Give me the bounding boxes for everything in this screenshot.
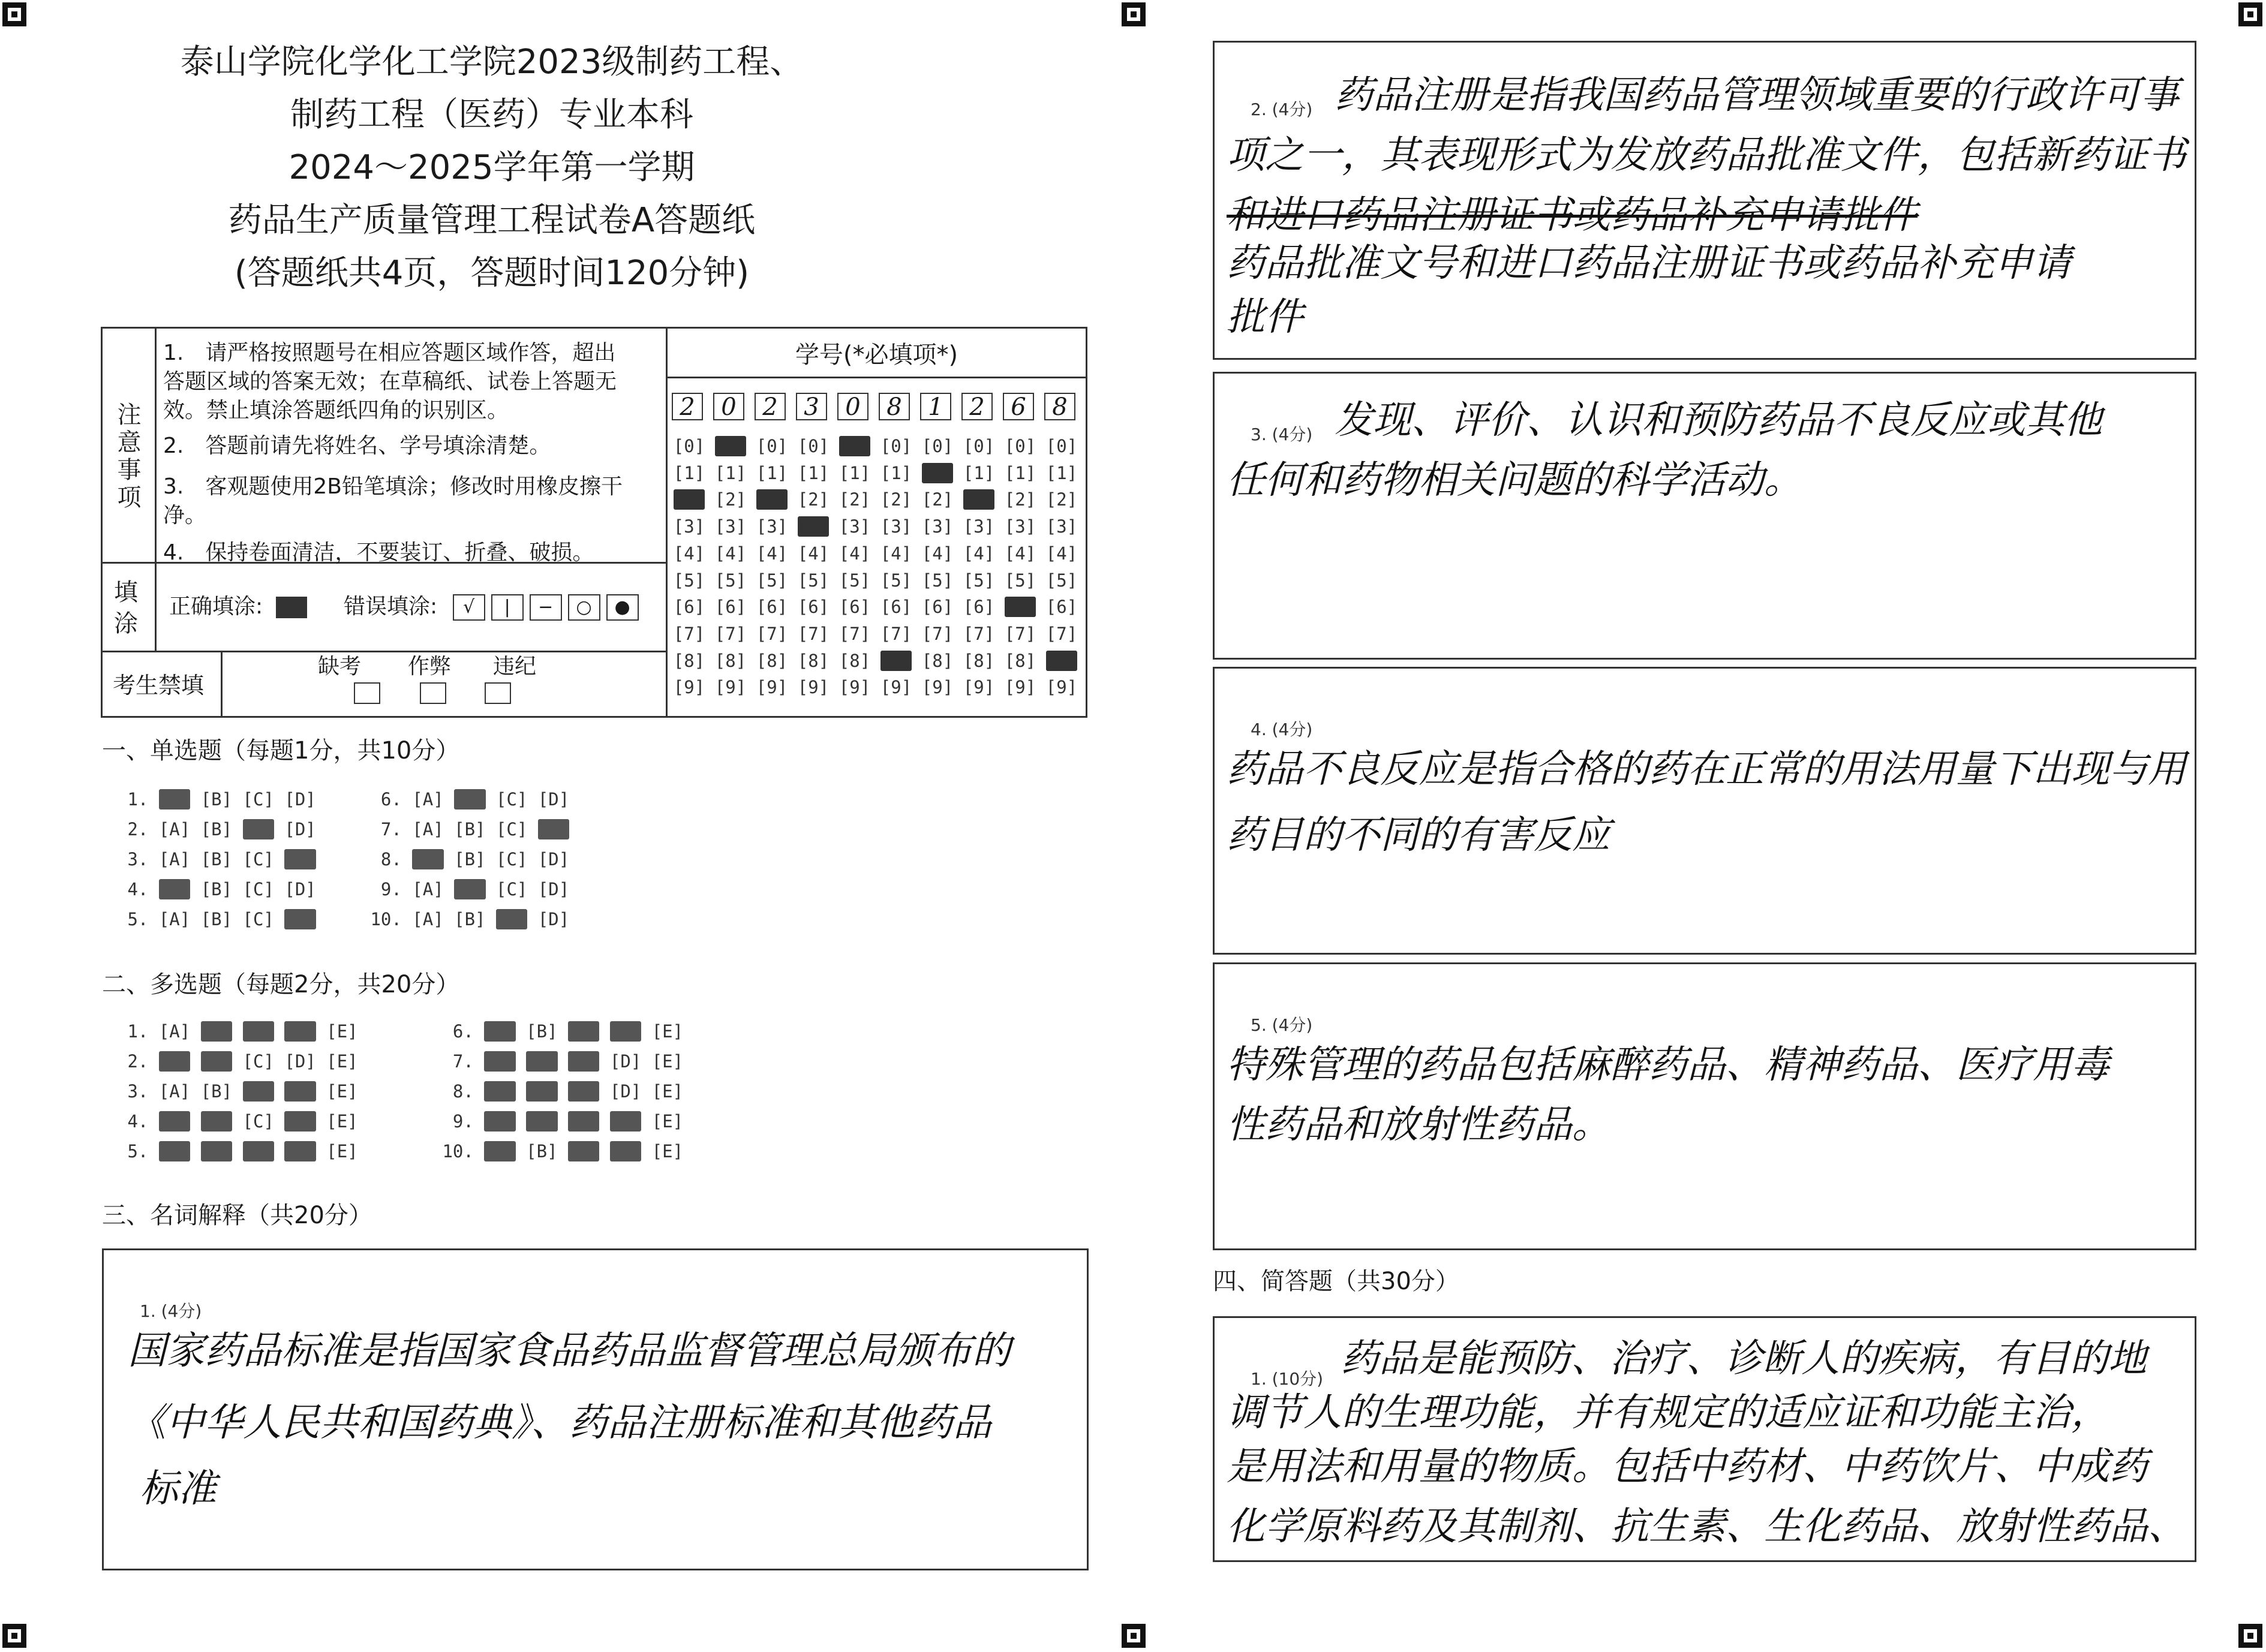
header-line-2: 制药工程（医药）专业本科 xyxy=(290,95,693,134)
term-4-points: 4. (4分) xyxy=(1251,720,1313,739)
section-multi-choice-title: 二、多选题（每题2分，共20分） xyxy=(102,971,460,998)
id-bubble[interactable]: [7] xyxy=(839,623,871,644)
single-choice-q7[interactable]: 7. [A] [B] [C] [D] xyxy=(360,819,570,839)
id-bubble[interactable]: [8] xyxy=(839,650,871,671)
multi-choice-q4[interactable]: 4. [A] [B] [C] [D] [E] xyxy=(117,1111,369,1132)
id-bubble[interactable]: [7] xyxy=(1045,623,1078,644)
id-bubble[interactable]: [1] xyxy=(921,462,954,483)
answer-box-term-1 xyxy=(102,1248,1089,1570)
multi-choice-q8[interactable]: 8. [A] [B] [C] [D] [E] xyxy=(432,1081,694,1102)
id-bubble[interactable]: [1] xyxy=(673,462,705,483)
term-2-line-5: 批件 xyxy=(1227,295,1303,339)
id-bubble[interactable]: [5] xyxy=(1004,570,1036,591)
single-choice-q4[interactable]: 4. [A] [B] [C] [D] xyxy=(117,879,327,899)
id-bubble[interactable]: [6] xyxy=(1045,597,1078,618)
header-line-3: 2024～2025学年第一学期 xyxy=(288,148,695,187)
id-bubble[interactable]: [9] xyxy=(797,677,830,698)
term-2-points: 2. (4分) xyxy=(1251,100,1313,119)
student-id-digit-5[interactable]: 0 xyxy=(837,393,868,420)
id-bubble[interactable]: [9] xyxy=(1045,677,1078,698)
id-bubble[interactable]: [9] xyxy=(839,677,871,698)
fill-correct-label: 正确填涂: xyxy=(169,594,263,619)
id-bubble[interactable]: [8] xyxy=(756,650,788,671)
student-id-digit-7[interactable]: 1 xyxy=(920,393,951,420)
id-bubble[interactable]: [9] xyxy=(1004,677,1036,698)
id-bubble[interactable]: [6] xyxy=(963,597,995,618)
term-2-line-4: 药品批准文号和进口药品注册证书或药品补充申请 xyxy=(1227,241,2071,285)
id-bubble[interactable]: [9] xyxy=(921,677,954,698)
answer-box-term-5 xyxy=(1213,962,2196,1250)
id-bubble[interactable]: [4] xyxy=(1004,543,1036,564)
id-bubble[interactable]: [0] xyxy=(1004,436,1036,456)
id-bubble[interactable]: [0] xyxy=(963,436,995,456)
answer-box-term-2 xyxy=(1213,41,2196,360)
student-id-column-2[interactable] xyxy=(712,433,749,701)
term-2-line-2: 项之一，其表现形式为发放药品批准文件，包括新药证书 xyxy=(1227,133,2186,177)
id-bubble[interactable]: [2] xyxy=(963,489,995,510)
id-bubble[interactable]: [6] xyxy=(714,597,747,618)
multi-choice-q10[interactable]: 10. [A] [B] [C] [D] [E] xyxy=(432,1141,694,1161)
term-3-line-1: 发现、评价、认识和预防药品不良反应或其他 xyxy=(1335,398,2102,443)
student-id-label: 学号(*必填项*) xyxy=(795,341,958,369)
multi-choice-q7[interactable]: 7. [A] [B] [C] [D] [E] xyxy=(432,1051,694,1072)
id-bubble[interactable]: [0] xyxy=(714,436,747,456)
header-line-1: 泰山学院化学化工学院2023级制药工程、 xyxy=(180,43,804,82)
id-bubble[interactable]: [9] xyxy=(714,677,747,698)
single-choice-q10[interactable]: 10. [A] [B] [C] [D] xyxy=(360,909,580,929)
multi-choice-q9[interactable]: 9. [A] [B] [C] [D] [E] xyxy=(432,1111,694,1132)
id-bubble[interactable]: [9] xyxy=(673,677,705,698)
single-choice-q8[interactable]: 8. [A] [B] [C] [D] xyxy=(360,849,580,869)
forbidden-label: 考生禁填 xyxy=(113,672,205,699)
fill-wrong-example-4: ○ xyxy=(568,594,600,621)
id-bubble[interactable]: [7] xyxy=(756,623,788,644)
id-bubble[interactable]: [2] xyxy=(673,489,705,510)
id-bubble[interactable]: [4] xyxy=(880,543,912,564)
id-bubble[interactable]: [1] xyxy=(1045,462,1078,483)
id-bubble[interactable]: [1] xyxy=(756,462,788,483)
multi-choice-q2[interactable]: 2. [A] [B] [C] [D] [E] xyxy=(117,1051,369,1072)
term-1-line-2: 《中华人民共和国药典》、药品注册标准和其他药品 xyxy=(128,1401,991,1445)
id-bubble[interactable]: [1] xyxy=(839,462,871,483)
section-single-choice-title: 一、单选题（每题1分，共10分） xyxy=(102,737,460,765)
student-id-digit-10[interactable]: 8 xyxy=(1044,393,1075,420)
multi-choice-q6[interactable]: 6. [A] [B] [C] [D] [E] xyxy=(432,1021,694,1042)
id-bubble[interactable]: [7] xyxy=(1004,623,1036,644)
id-bubble[interactable]: [2] xyxy=(797,489,830,510)
id-bubble[interactable]: [7] xyxy=(921,623,954,644)
id-bubble[interactable]: [4] xyxy=(839,543,871,564)
id-bubble[interactable]: [5] xyxy=(797,570,830,591)
id-bubble[interactable]: [8] xyxy=(963,650,995,671)
forbidden-violation-label: 违纪 xyxy=(493,654,537,679)
id-bubble[interactable]: [7] xyxy=(880,623,912,644)
id-bubble[interactable]: [3] xyxy=(880,516,912,537)
id-bubble[interactable]: [1] xyxy=(797,462,830,483)
id-bubble[interactable]: [4] xyxy=(714,543,747,564)
short-1-line-1: 药品是能预防、治疗、诊断人的疾病，有目的地 xyxy=(1341,1337,2147,1381)
id-bubble[interactable]: [9] xyxy=(880,677,912,698)
student-id-digit-1[interactable]: 2 xyxy=(672,393,703,420)
id-bubble[interactable]: [3] xyxy=(921,516,954,537)
student-id-column-6[interactable] xyxy=(877,433,915,701)
multi-choice-q1[interactable]: 1. [A] [B] [C] [D] [E] xyxy=(117,1021,369,1042)
term-5-line-2: 性药品和放射性药品。 xyxy=(1227,1103,1610,1147)
id-bubble[interactable]: [1] xyxy=(1004,462,1036,483)
notice-item-4: 4. 保持卷面清洁，不要装订、折叠、破损。 xyxy=(163,540,594,565)
id-bubble[interactable]: [0] xyxy=(797,436,830,456)
fill-wrong-example-3: − xyxy=(530,594,562,621)
id-bubble[interactable]: [5] xyxy=(673,570,705,591)
id-bubble[interactable]: [3] xyxy=(1004,516,1036,537)
id-bubble[interactable]: [3] xyxy=(839,516,871,537)
id-bubble[interactable]: [4] xyxy=(921,543,954,564)
id-bubble[interactable]: [7] xyxy=(797,623,830,644)
multi-choice-q3[interactable]: 3. [A] [B] [C] [D] [E] xyxy=(117,1081,369,1102)
violation-checkbox[interactable] xyxy=(485,682,511,704)
corner-mark-top-left xyxy=(2,2,26,26)
id-bubble[interactable]: [2] xyxy=(921,489,954,510)
short-1-points: 1. (10分) xyxy=(1251,1369,1324,1389)
fill-instructions xyxy=(169,594,645,621)
student-id-digit-9[interactable]: 6 xyxy=(1003,393,1034,420)
id-bubble[interactable]: [5] xyxy=(839,570,871,591)
term-5-line-1: 特殊管理的药品包括麻醉药品、精神药品、医疗用毒 xyxy=(1227,1043,2109,1087)
id-bubble[interactable]: [2] xyxy=(1004,489,1036,510)
term-5-points: 5. (4分) xyxy=(1251,1015,1313,1035)
notice-item-2: 2. 答题前请先将姓名、学号填涂清楚。 xyxy=(163,434,551,458)
term-4-line-1: 药品不良反应是指合格的药在正常的用法用量下出现与用 xyxy=(1227,747,2186,792)
id-bubble[interactable]: [6] xyxy=(797,597,830,618)
fill-correct-example xyxy=(276,597,307,618)
id-bubble[interactable]: [2] xyxy=(880,489,912,510)
id-bubble[interactable]: [3] xyxy=(673,516,705,537)
id-bubble[interactable]: [8] xyxy=(880,650,912,671)
id-bubble[interactable]: [5] xyxy=(1045,570,1078,591)
term-1-line-3: 标准 xyxy=(140,1467,217,1511)
id-bubble[interactable]: [3] xyxy=(714,516,747,537)
id-bubble[interactable]: [0] xyxy=(880,436,912,456)
id-bubble[interactable]: [1] xyxy=(880,462,912,483)
id-bubble[interactable]: [3] xyxy=(797,516,830,537)
id-bubble[interactable]: [4] xyxy=(673,543,705,564)
single-choice-q2[interactable]: 2. [A] [B] [C] [D] xyxy=(117,819,327,839)
student-id-digit-3[interactable]: 2 xyxy=(755,393,786,420)
id-bubble[interactable]: [7] xyxy=(963,623,995,644)
id-bubble[interactable]: [3] xyxy=(1045,516,1078,537)
id-bubble[interactable]: [7] xyxy=(714,623,747,644)
corner-mark-bottom-middle xyxy=(1122,1624,1146,1648)
id-bubble[interactable]: [9] xyxy=(756,677,788,698)
id-bubble[interactable]: [1] xyxy=(963,462,995,483)
id-bubble[interactable]: [6] xyxy=(880,597,912,618)
multi-choice-q5[interactable]: 5. [A] [B] [C] [D] [E] xyxy=(117,1141,369,1161)
student-id-column-1[interactable] xyxy=(671,433,708,701)
short-1-line-4: 化学原料药及其制剂、抗生素、生化药品、放射性药品、 xyxy=(1227,1504,2186,1549)
term-1-line-1: 国家药品标准是指国家食品药品监督管理总局颁布的 xyxy=(128,1329,1011,1373)
id-bubble[interactable]: [5] xyxy=(714,570,747,591)
fill-wrong-example-2: | xyxy=(491,594,524,621)
student-id-digit-6[interactable]: 8 xyxy=(879,393,910,420)
id-bubble[interactable]: [5] xyxy=(921,570,954,591)
id-bubble[interactable]: [5] xyxy=(756,570,788,591)
fill-wrong-example-5: ● xyxy=(606,594,639,621)
id-bubble[interactable]: [4] xyxy=(1045,543,1078,564)
student-id-column-8[interactable] xyxy=(960,433,997,701)
fill-wrong-label: 错误填涂: xyxy=(344,594,438,619)
single-choice-q6[interactable]: 6. [A] [B] [C] [D] xyxy=(360,789,580,810)
id-bubble[interactable]: [0] xyxy=(673,436,705,456)
id-bubble[interactable]: [5] xyxy=(880,570,912,591)
header-line-4: 药品生产质量管理工程试卷A答题纸 xyxy=(228,201,756,240)
id-bubble[interactable]: [8] xyxy=(1004,650,1036,671)
single-choice-q9[interactable]: 9. [A] [B] [C] [D] xyxy=(360,879,580,899)
id-bubble[interactable]: [6] xyxy=(756,597,788,618)
id-bubble[interactable]: [7] xyxy=(673,623,705,644)
header-line-5: (答题纸共4页，答题时间120分钟) xyxy=(234,254,750,293)
id-bubble[interactable]: [3] xyxy=(963,516,995,537)
single-choice-q3[interactable]: 3. [A] [B] [C] [D] xyxy=(117,849,316,869)
notice-item-3: 3. 客观题使用2B铅笔填涂；修改时用橡皮擦干净。 xyxy=(163,474,623,528)
corner-mark-top-middle xyxy=(1122,2,1146,26)
id-bubble[interactable]: [0] xyxy=(921,436,954,456)
term-1-points: 1. (4分) xyxy=(140,1301,202,1321)
id-bubble[interactable]: [6] xyxy=(1004,597,1036,618)
id-bubble[interactable]: [0] xyxy=(1045,436,1078,456)
id-bubble[interactable]: [4] xyxy=(797,543,830,564)
corner-mark-bottom-right xyxy=(2238,1624,2262,1648)
corner-mark-bottom-left xyxy=(2,1624,26,1648)
id-bubble[interactable]: [5] xyxy=(963,570,995,591)
term-2-line-3-struck: 和进口药品注册证书或药品补充申请批件 xyxy=(1227,193,1918,237)
answer-box-term-4 xyxy=(1213,667,2196,955)
cheat-checkbox[interactable] xyxy=(420,682,446,704)
id-bubble[interactable]: [2] xyxy=(714,489,747,510)
id-bubble[interactable]: [8] xyxy=(1045,650,1078,671)
student-id-column-9[interactable] xyxy=(1002,433,1039,701)
section-short-answer-title: 四、简答题（共30分） xyxy=(1213,1268,1459,1295)
student-id-digit-8[interactable]: 2 xyxy=(961,393,993,420)
id-bubble[interactable]: [8] xyxy=(673,650,705,671)
fill-label: 填涂 xyxy=(114,579,138,637)
short-1-line-3: 是用法和用量的物质。包括中药材、中药饮片、中成药 xyxy=(1227,1445,2148,1489)
fill-wrong-example-1: √ xyxy=(453,594,485,621)
single-choice-q5[interactable]: 5. [A] [B] [C] [D] xyxy=(117,909,316,929)
answer-box-short-1 xyxy=(1213,1316,2196,1562)
forbidden-cheat-label: 作弊 xyxy=(408,654,452,679)
id-bubble[interactable]: [1] xyxy=(714,462,747,483)
term-3-points: 3. (4分) xyxy=(1251,425,1313,444)
student-id-column-3[interactable] xyxy=(753,433,791,701)
id-bubble[interactable]: [2] xyxy=(756,489,788,510)
id-bubble[interactable]: [6] xyxy=(673,597,705,618)
student-id-column-5[interactable] xyxy=(836,433,873,701)
student-id-digit-4[interactable]: 3 xyxy=(796,393,827,420)
student-id-column-4[interactable] xyxy=(795,433,832,701)
id-bubble[interactable]: [6] xyxy=(839,597,871,618)
id-bubble[interactable]: [4] xyxy=(963,543,995,564)
term-4-line-2: 药目的不同的有害反应 xyxy=(1227,813,1610,857)
id-bubble[interactable]: [8] xyxy=(714,650,747,671)
id-bubble[interactable]: [6] xyxy=(921,597,954,618)
forbidden-absent-label: 缺考 xyxy=(318,654,362,679)
id-bubble[interactable]: [2] xyxy=(839,489,871,510)
section-terms-title: 三、名词解释（共20分） xyxy=(102,1202,372,1229)
term-3-line-2: 任何和药物相关问题的科学活动。 xyxy=(1227,458,1802,502)
id-bubble[interactable]: [3] xyxy=(756,516,788,537)
single-choice-q1[interactable]: 1. [A] [B] [C] [D] xyxy=(117,789,327,810)
answer-box-term-3 xyxy=(1213,372,2196,660)
id-bubble[interactable]: [0] xyxy=(839,436,871,456)
student-id-digit-2[interactable]: 0 xyxy=(713,393,744,420)
short-1-line-2: 调节人的生理功能，并有规定的适应证和功能主治， xyxy=(1227,1391,2109,1435)
id-bubble[interactable]: [2] xyxy=(1045,489,1078,510)
id-bubble[interactable]: [0] xyxy=(756,436,788,456)
notice-label: 注意事项 xyxy=(113,402,141,512)
absent-checkbox[interactable] xyxy=(354,682,380,704)
id-bubble[interactable]: [8] xyxy=(797,650,830,671)
student-id-column-10[interactable] xyxy=(1043,433,1080,701)
corner-mark-top-right xyxy=(2238,2,2262,26)
id-bubble[interactable]: [4] xyxy=(756,543,788,564)
notice-item-1: 1. 请严格按照题号在相应答题区域作答，超出答题区域的答案无效；在草稿纸、试卷上答题无效。禁止填涂答题纸四角的识别区。 xyxy=(163,341,617,423)
id-bubble[interactable]: [8] xyxy=(921,650,954,671)
id-bubble[interactable]: [9] xyxy=(963,677,995,698)
student-id-column-7[interactable] xyxy=(919,433,956,701)
term-2-line-1: 药品注册是指我国药品管理领域重要的行政许可事 xyxy=(1335,73,2179,118)
